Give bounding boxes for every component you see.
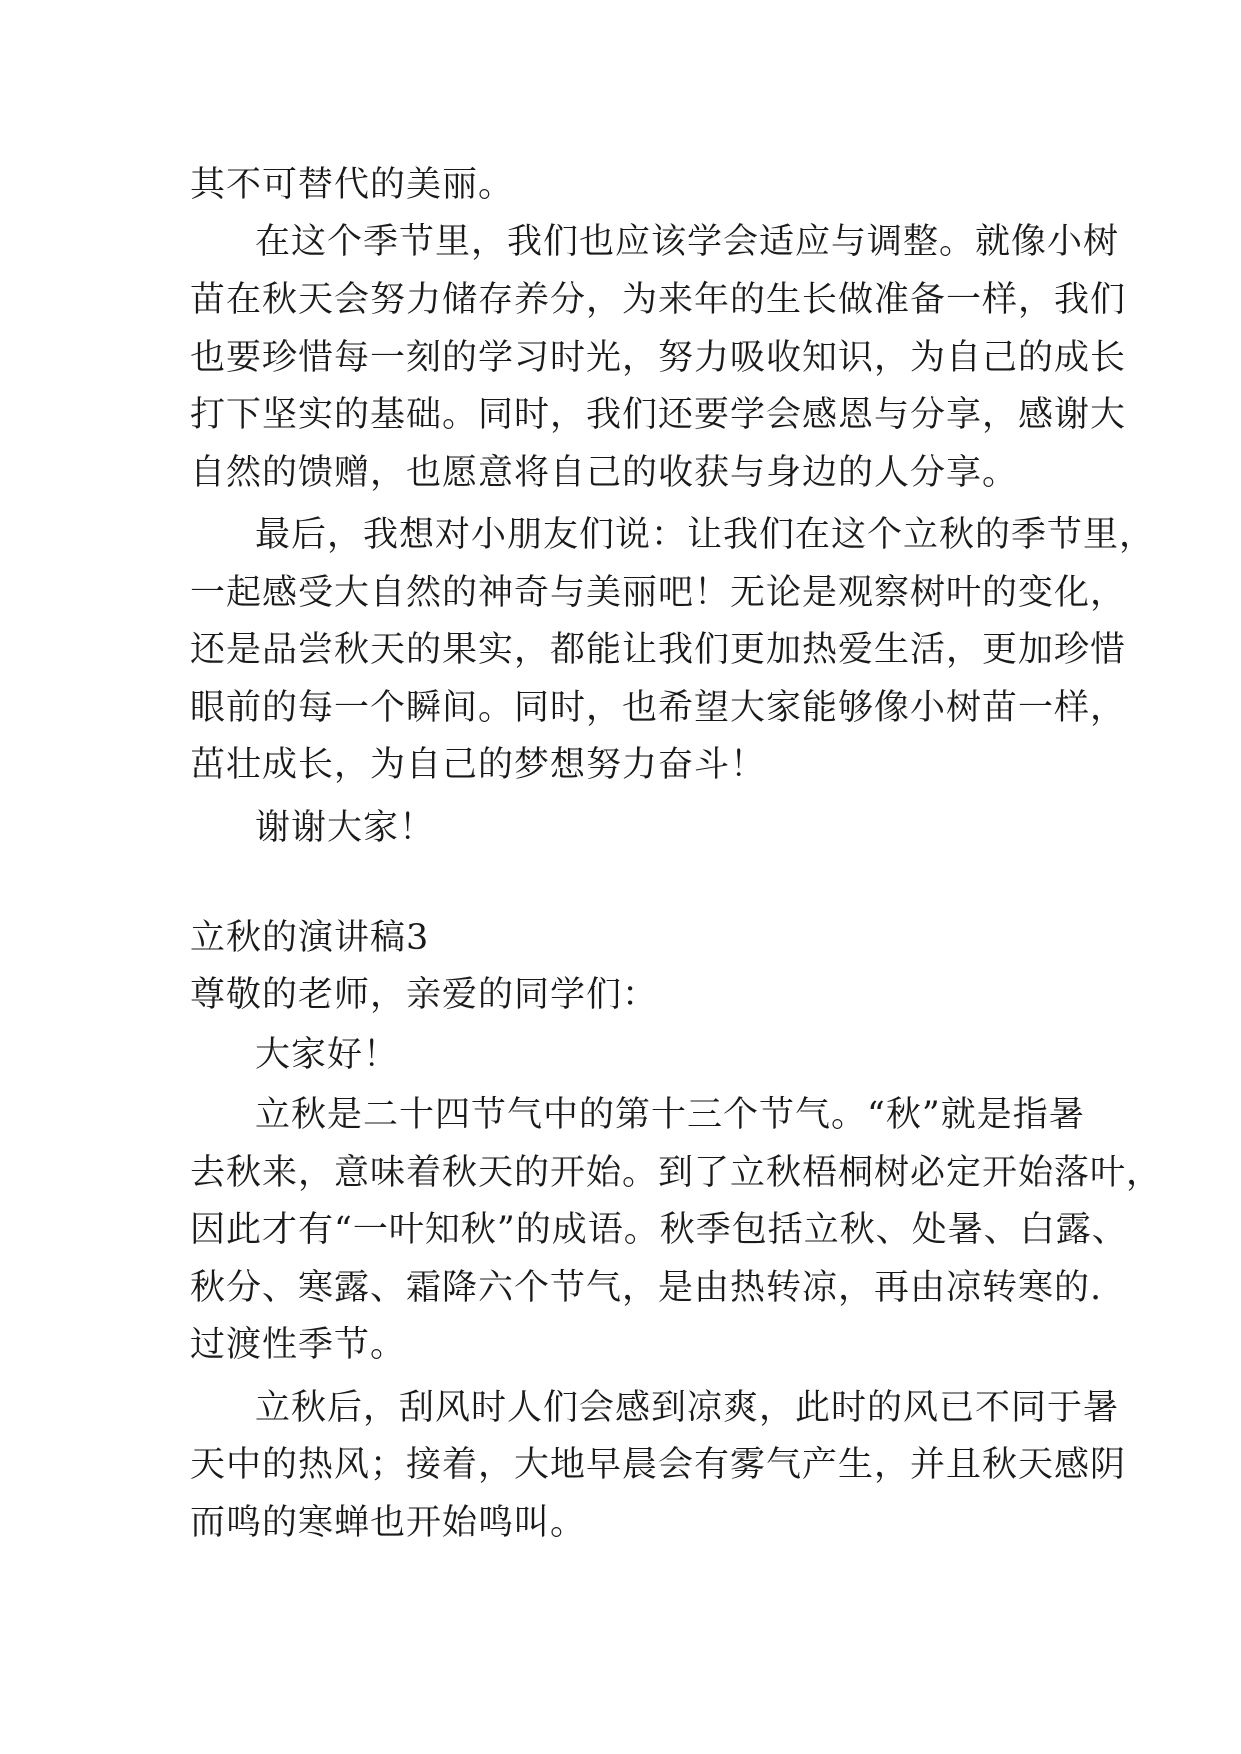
paragraph-line: 过渡性季节。 — [190, 1325, 407, 1365]
paragraph-line: 自然的馈赠，也愿意将自己的收获与身边的人分享。 — [190, 453, 1019, 493]
paragraph-line: 苗在秋天会努力储存养分，为来年的生长做准备一样，我们 — [190, 280, 1127, 320]
section-title: 立秋的演讲稿3 — [190, 918, 430, 958]
paragraph-line: 眼前的每一个瞬间。同时，也希望大家能够像小树苗一样， — [190, 688, 1127, 728]
paragraph-line: 打下坚实的基础。同时，我们还要学会感恩与分享，感谢大 — [190, 395, 1127, 435]
salutation: 尊敬的老师，亲爱的同学们： — [190, 975, 659, 1015]
paragraph-line: 还是品尝秋天的果实，都能让我们更加热爱生活，更加珍惜 — [190, 630, 1127, 670]
paragraph-line: 最后，我想对小朋友们说：让我们在这个立秋的季节里， — [255, 515, 1156, 555]
paragraph-line: 因此才有“一叶知秋”的成语。秋季包括立秋、处暑、白露、 — [190, 1210, 1128, 1250]
closing-line: 谢谢大家！ — [255, 808, 436, 848]
paragraph-line: 也要珍惜每一刻的学习时光，努力吸收知识，为自己的成长 — [190, 338, 1127, 378]
paragraph-line: 秋分、寒露、霜降六个节气，是由热转凉，再由凉转寒的. — [190, 1268, 1103, 1308]
paragraph-line: 去秋来，意味着秋天的开始。到了立秋梧桐树必定开始落叶， — [190, 1153, 1163, 1193]
paragraph-line: 天中的热风；接着，大地早晨会有雾气产生，并且秋天感阴 — [190, 1445, 1127, 1485]
paragraph-line: 而鸣的寒蝉也开始鸣叫。 — [190, 1503, 587, 1543]
paragraph-line: 其不可替代的美丽。 — [190, 165, 515, 205]
paragraph-line: 在这个季节里，我们也应该学会适应与调整。就像小树 — [255, 222, 1120, 262]
paragraph-line: 茁壮成长，为自己的梦想努力奋斗！ — [190, 745, 767, 785]
paragraph-line: 立秋后，刮风时人们会感到凉爽，此时的风已不同于暑 — [255, 1388, 1120, 1428]
paragraph-line: 立秋是二十四节气中的第十三个节气。“秋”就是指暑 — [255, 1095, 1085, 1135]
paragraph-line: 一起感受大自然的神奇与美丽吧！无论是观察树叶的变化， — [190, 573, 1127, 613]
greeting: 大家好！ — [255, 1035, 400, 1075]
